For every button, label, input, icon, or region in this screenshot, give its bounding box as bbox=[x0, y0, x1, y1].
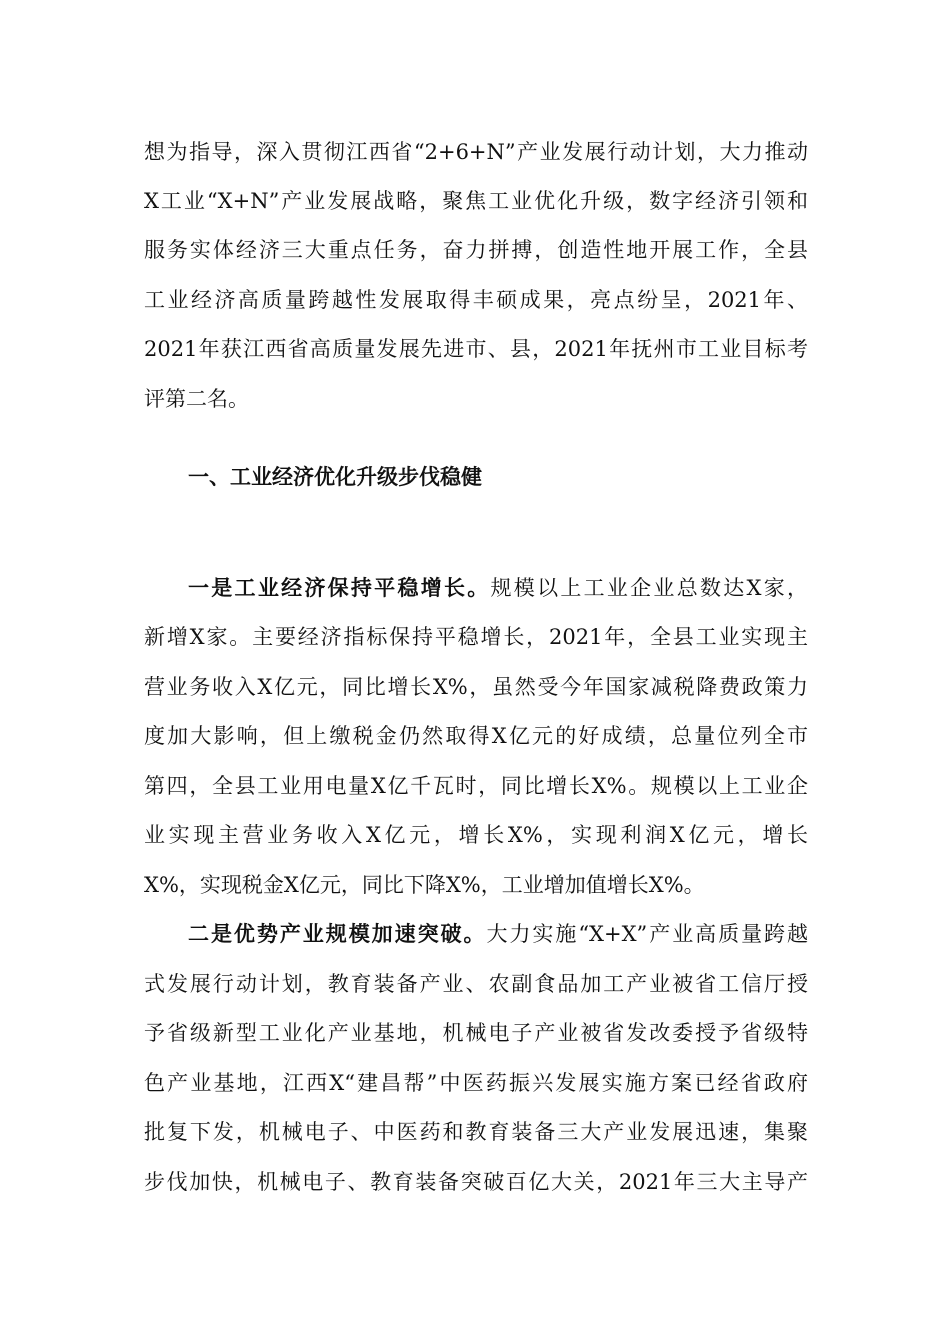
paragraph-line: X%，实现税金X亿元，同比下降X%，工业增加值增长X%。 bbox=[144, 873, 705, 897]
paragraph-line: 度加大影响，但上缴税金仍然取得X亿元的好成绩，总量位列全市 bbox=[144, 724, 808, 748]
paragraph-lead: 二是优势产业规模加速突破。 bbox=[188, 921, 487, 946]
paragraph-line: X工业“X+N”产业发展战略，聚焦工业优化升级，数字经济引领和 bbox=[144, 189, 808, 213]
paragraph-line: 2021年获江西省高质量发展先进市、县，2021年抚州市工业目标考 bbox=[144, 337, 808, 361]
paragraph-line: 色产业基地，江西X“建昌帮”中医药振兴发展实施方案已经省政府 bbox=[144, 1071, 808, 1095]
paragraph-line: 新增X家。主要经济指标保持平稳增长，2021年，全县工业实现主 bbox=[144, 625, 808, 649]
section-heading: 一、工业经济优化升级步伐稳健 bbox=[188, 464, 482, 489]
paragraph-line: 评第二名。 bbox=[144, 387, 249, 411]
paragraph-line: 业实现主营业务收入X亿元，增长X%，实现利润X亿元，增长 bbox=[144, 823, 808, 847]
paragraph-line: 营业务收入X亿元，同比增长X%，虽然受今年国家减税降费政策力 bbox=[144, 675, 808, 699]
paragraph-line: 予省级新型工业化产业基地，机械电子产业被省发改委授予省级特 bbox=[144, 1021, 808, 1045]
paragraph-line: 工业经济高质量跨越性发展取得丰硕成果，亮点纷呈，2021年、 bbox=[144, 288, 808, 312]
paragraph-line bbox=[188, 574, 808, 602]
paragraph-line bbox=[188, 920, 808, 948]
paragraph-text: 大力实施“X+X”产业高质量跨越 bbox=[486, 922, 808, 946]
paragraph-line: 式发展行动计划，教育装备产业、农副食品加工产业被省工信厅授 bbox=[144, 972, 808, 996]
paragraph-line: 服务实体经济三大重点任务，奋力拼搏，创造性地开展工作，全县 bbox=[144, 238, 808, 262]
paragraph-line: 批复下发，机械电子、中医药和教育装备三大产业发展迅速，集聚 bbox=[144, 1120, 808, 1144]
paragraph-line: 步伐加快，机械电子、教育装备突破百亿大关，2021年三大主导产 bbox=[144, 1170, 808, 1194]
paragraph-lead: 一是工业经济保持平稳增长。 bbox=[188, 575, 491, 600]
paragraph-line: 想为指导，深入贯彻江西省“2+6+N”产业发展行动计划，大力推动 bbox=[144, 140, 808, 164]
paragraph-text: 规模以上工业企业总数达X家， bbox=[490, 576, 808, 600]
paragraph-line: 第四，全县工业用电量X亿千瓦时，同比增长X%。规模以上工业企 bbox=[144, 774, 808, 798]
